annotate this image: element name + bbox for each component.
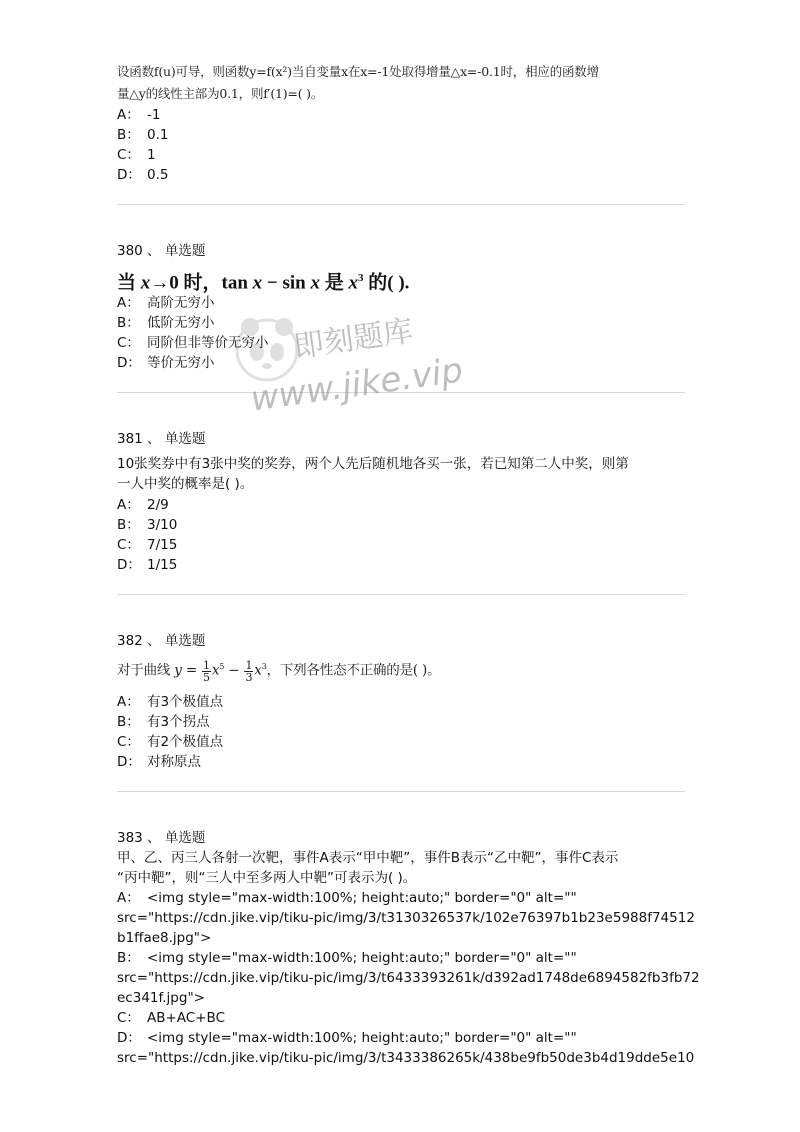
option-letter: A： xyxy=(117,497,140,513)
q382-option-a xyxy=(117,692,223,712)
q381-option-d xyxy=(117,555,177,575)
math-exponent: 3 xyxy=(358,272,364,284)
option-text: 0.1 xyxy=(147,127,169,143)
option-text: 等价无穷小 xyxy=(147,355,215,371)
option-letter: C： xyxy=(117,335,140,351)
option-letter: B： xyxy=(117,714,140,730)
q380-stem xyxy=(117,268,409,293)
q381-option-a xyxy=(117,495,169,515)
math-var: x xyxy=(252,272,263,294)
math-fraction xyxy=(202,660,211,683)
option-text: 7/15 xyxy=(147,537,178,553)
option-letter: B： xyxy=(117,517,140,533)
option-text: <img style="max-width:100%; height:auto;" border="0" alt="" xyxy=(147,890,577,906)
option-letter: D： xyxy=(117,557,141,573)
q382-header: 382 、 单选题 xyxy=(117,633,206,649)
question-divider xyxy=(117,594,685,595)
option-letter: A： xyxy=(117,107,140,123)
q379-stem-line1: 设函数f(u)可导，则函数y=f(x²)当自变量x在x=-1处取得增量△x=-0.1时，相应的函数增 xyxy=(117,64,599,79)
stem-text: − xyxy=(224,662,244,679)
option-text: 1/15 xyxy=(147,557,178,573)
option-text: 1 xyxy=(147,147,156,163)
math-var: x xyxy=(211,662,220,679)
math-fraction xyxy=(244,660,253,683)
math-var: x xyxy=(254,662,262,679)
stem-text: ，下列各性态不正确的是( )。 xyxy=(266,662,441,679)
question-divider xyxy=(117,204,685,205)
stem-text: − sin xyxy=(262,272,311,294)
q381-option-b xyxy=(117,515,177,535)
fraction-numerator: 1 xyxy=(203,658,210,672)
option-text: <img style="max-width:100%; height:auto;" border="0" alt="" xyxy=(147,1030,577,1046)
option-text: 有2个极值点 xyxy=(147,734,224,750)
q383-stem-line2: “丙中靶”，则“三人中至多两人中靶”可表示为( )。 xyxy=(117,870,417,886)
option-letter: D： xyxy=(117,355,141,371)
stem-text: →0 时，tan xyxy=(150,272,253,294)
watermark-url: www.jike.vip xyxy=(248,350,466,420)
q383-header: 383 、 单选题 xyxy=(117,830,206,846)
q379-option-c xyxy=(117,145,156,165)
option-text: 有3个极值点 xyxy=(147,694,224,710)
option-text: <img style="max-width:100%; height:auto;" border="0" alt="" xyxy=(147,950,577,966)
q383-option-b-cont: src="https://cdn.jike.vip/tiku-pic/img/3/t6433393261k/d392ad1748de6894582fb3fb72 xyxy=(117,970,700,986)
option-text: 同阶但非等价无穷小 xyxy=(147,335,269,351)
option-letter: D： xyxy=(117,1030,141,1046)
option-letter: D： xyxy=(117,167,141,183)
q383-option-a-cont: src="https://cdn.jike.vip/tiku-pic/img/3/t3130326537k/102e76397b1b23e5988f74512 xyxy=(117,910,695,926)
math-exponent: 5 xyxy=(219,662,225,671)
option-letter: A： xyxy=(117,295,140,311)
math-var: x xyxy=(310,272,320,294)
stem-text: 当 xyxy=(117,272,141,294)
q383-option-a xyxy=(117,888,577,908)
option-letter: A： xyxy=(117,890,140,906)
q380-header: 380 、 单选题 xyxy=(117,243,206,259)
q380-option-d xyxy=(117,353,215,373)
q379-option-d xyxy=(117,165,168,185)
option-text: 0.5 xyxy=(147,167,169,183)
q380-option-c xyxy=(117,333,269,353)
math-exponent: 3 xyxy=(261,662,267,671)
q383-option-d xyxy=(117,1028,577,1048)
q379-option-b xyxy=(117,125,168,145)
option-letter: C： xyxy=(117,147,140,163)
q383-option-b-cont: ec341f.jpg"> xyxy=(117,990,205,1006)
watermark-brand: 即刻题库 xyxy=(291,313,416,366)
option-letter: C： xyxy=(117,734,140,750)
q383-option-d-cont: src="https://cdn.jike.vip/tiku-pic/img/3/t3433386265k/438be9fb50de3b4d19dde5e10 xyxy=(117,1050,695,1066)
q381-stem-line2: 一人中奖的概率是( )。 xyxy=(117,476,254,492)
option-text: 对称原点 xyxy=(147,754,201,770)
fraction-denominator: 3 xyxy=(245,670,253,684)
option-text: 3/10 xyxy=(147,517,178,533)
option-letter: B： xyxy=(117,950,140,966)
q383-option-a-cont: b1ffae8.jpg"> xyxy=(117,930,212,946)
q383-option-c xyxy=(117,1008,225,1028)
fraction-numerator: 1 xyxy=(245,658,253,672)
option-letter: D： xyxy=(117,754,141,770)
option-letter: C： xyxy=(117,1010,140,1026)
option-text: 有3个拐点 xyxy=(147,714,210,730)
stem-text: 对于曲线 xyxy=(117,662,175,679)
option-text: AB+AC+BC xyxy=(147,1010,225,1026)
math-var: x xyxy=(140,272,151,294)
q380-option-a xyxy=(117,293,215,313)
math-var: y = xyxy=(174,662,202,679)
q380-option-b xyxy=(117,313,215,333)
q383-stem-line1: 甲、乙、丙三人各射一次靶，事件A表示“甲中靶”，事件B表示“乙中靶”，事件C表示 xyxy=(117,850,619,866)
fraction-denominator: 5 xyxy=(203,670,210,684)
q382-option-d xyxy=(117,752,201,772)
option-letter: C： xyxy=(117,537,140,553)
option-text: 2/9 xyxy=(147,497,169,513)
q382-stem xyxy=(117,652,440,686)
stem-text: 是 xyxy=(320,272,349,294)
q382-option-b xyxy=(117,712,210,732)
option-text: -1 xyxy=(147,107,161,123)
stem-text: 的( ). xyxy=(363,272,410,294)
q381-option-c xyxy=(117,535,177,555)
q381-stem-line1: 10张奖券中有3张中奖的奖券，两个人先后随机地各买一张，若已知第二人中奖，则第 xyxy=(117,456,629,472)
option-letter: B： xyxy=(117,315,140,331)
q381-header: 381 、 单选题 xyxy=(117,431,206,447)
q383-option-b xyxy=(117,948,577,968)
option-letter: A： xyxy=(117,694,140,710)
q382-option-c xyxy=(117,732,223,752)
option-text: 低阶无穷小 xyxy=(147,315,215,331)
q379-stem-line2: 量△y的线性主部为0.1，则f′(1)=( )。 xyxy=(117,86,324,101)
option-letter: B： xyxy=(117,127,140,143)
question-divider xyxy=(117,791,685,792)
q379-option-a xyxy=(117,105,160,125)
option-text: 高阶无穷小 xyxy=(147,295,215,311)
math-var: x xyxy=(348,272,359,294)
